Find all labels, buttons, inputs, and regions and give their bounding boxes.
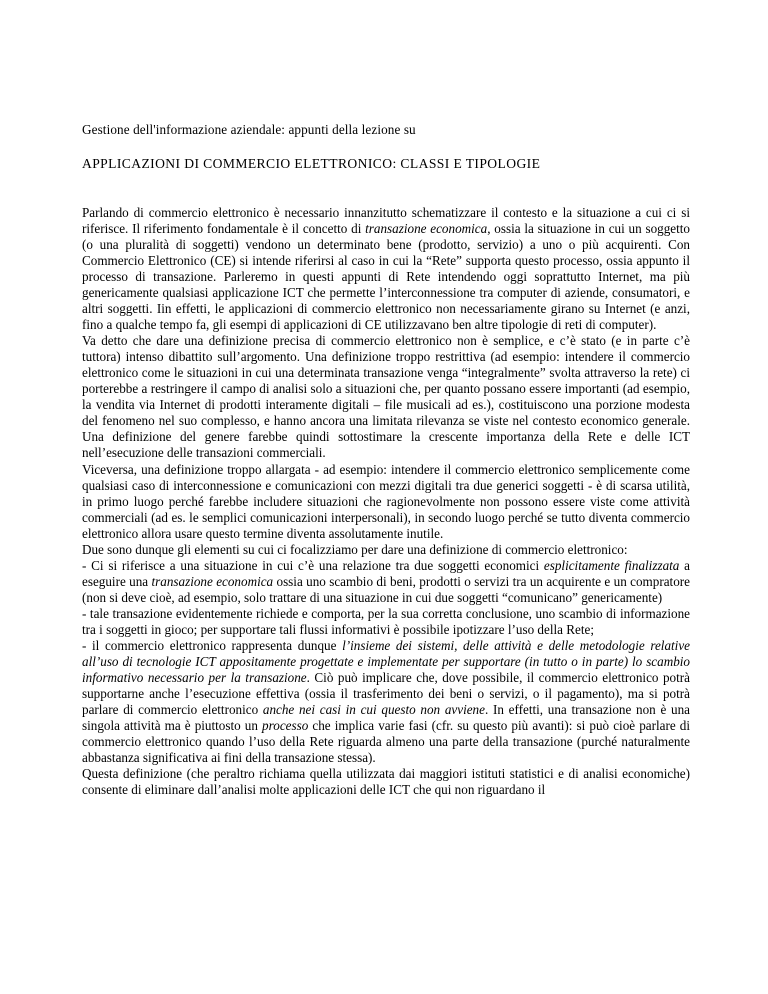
paragraph-5-text-c: a eseguire una — [82, 557, 690, 589]
paragraph-7-text-g: che implica varie fasi (cfr. su questo più avanti): si può cioè parlare di commercio elettronico quando l’uso della Rete riguarda almeno una parte della transazione (purché naturalmente abbastanza significativa ai fini della transazione stessa). — [82, 718, 690, 766]
paragraph-5-emphasis-b: esplicitamente finalizzata — [543, 557, 680, 573]
paragraph-1-text-a: Parlando di commercio elettronico è necessario innanzitutto schematizzare il contesto e la situazione a cui ci si riferisce. Il riferimento fondamentale è il concetto di — [82, 205, 690, 237]
paragraph-7 — [82, 638, 690, 766]
document-subtitle: Gestione dell'informazione aziendale: appunti della lezione su — [82, 122, 416, 137]
paragraph-8: Questa definizione (che peraltro richiama quella utilizzata dai maggiori istituti statistici e di analisi economiche) consente di eliminare dall’analisi molte applicazioni delle ICT che qui non riguardano il — [82, 766, 690, 798]
document-title: APPLICAZIONI DI COMMERCIO ELETTRONICO: CLASSI E TIPOLOGIE — [82, 156, 541, 171]
document-body — [82, 205, 690, 798]
paragraph-3: Viceversa, una definizione troppo allargata - ad esempio: intendere il commercio elettronico semplicemente come qualsiasi caso di interconnessione e comunicazioni con mezzi digitali tra due generici soggetti - è di scarsa utilità, in primo luogo perché farebbe includere situazioni che ragionevolmente non possono essere viste come attività commerciali (ad es. le semplici comunicazioni interpersonali), in secondo luogo perché se tutto diventa commercio elettronico allora usare questo termine diventa assolutamente inutile. — [82, 461, 690, 541]
paragraph-7-emphasis-b: l’insieme dei sistemi, delle attività e delle metodologie relative all’uso di tecnologie ICT appositamente progettate e implementate per supportare (in tutto o in parte) lo scambio informativo necessario per la transazione — [82, 637, 690, 685]
paragraph-7-text-a: - il commercio elettronico rappresenta dunque — [82, 637, 343, 653]
paragraph-5-text-a: - Ci si riferisce a una situazione in cui c’è una relazione tra due soggetti economici — [82, 557, 544, 573]
paragraph-1-text-c: , ossia la situazione in cui un soggetto (o una pluralità di soggetti) vendono un determinato bene (prodotto, servizio) a uno o più acquirenti. Con Commercio Elettronico (CE) si intende riferirsi al caso in cui la “Rete” supporta questo processo, ossia appunto il processo di transazione. Parleremo in questi appunti di Rete intendendo oggi soprattutto Internet, ma più genericamente qualsiasi applicazione ICT che permette l’interconnessione tra computer di aziende, consumatori, e altri soggetti. Iin effetti, le applicazioni di commercio elettronico non necessariamente girano su Internet (e anzi, fino a qualche tempo fa, gli esempi di applicazioni di CE utilizzavano ben altre tipologie di reti di computer). — [82, 221, 690, 333]
paragraph-7-emphasis-d: anche nei casi in cui questo non avviene — [262, 701, 485, 717]
paragraph-2: Va detto che dare una definizione precisa di commercio elettronico non è semplice, e c’è stato (e in parte c’è tuttora) intenso dibattito sull’argomento. Una definizione troppo restrittiva (ad esempio: intendere il commercio elettronico come le situazioni in cui una determinata transazione venga “integralmente” svolta attraverso la rete) ci porterebbe a restringere il campo di analisi solo a situazioni che, per quanto possano essere importanti (ad esempio, la vendita via Internet di prodotti interamente digitali – file musicali ad es.), costituiscono una porzione modesta del fenomeno nel suo complesso, e hanno ancora una limitata rilevanza se viste nel contesto economico generale. Una definizione del genere farebbe quindi sottostimare la crescente importanza della Rete e delle ICT nell’esecuzione delle transazioni commerciali. — [82, 333, 690, 461]
paragraph-1 — [82, 205, 690, 333]
paragraph-7-emphasis-f: processo — [262, 718, 309, 733]
paragraph-6: - tale transazione evidentemente richiede e comporta, per la sua corretta conclusione, uno scambio di informazione tra i soggetti in gioco; per supportare tali flussi informativi è possibile ipotizzare l’uso della Rete; — [82, 605, 690, 637]
paragraph-4: Due sono dunque gli elementi su cui ci focalizziamo per dare una definizione di commercio elettronico: — [82, 541, 628, 557]
paragraph-5-text-e: ossia uno scambio di beni, prodotti o servizi tra un acquirente e un compratore (non si deve cioè, ad esempio, solo trattare di una situazione in cui due soggetti “comunicano” genericamente) — [82, 573, 690, 605]
paragraph-5-emphasis-d: transazione economica — [151, 573, 274, 589]
paragraph-7-text-c: . Ciò può implicare che, dove possibile, il commercio elettronico potrà supportarne anche l’esecuzione effettiva (ossia il trasferimento dei beni o servizi, o il pagamento), ma si potrà parlare di commercio elettronico — [82, 669, 690, 717]
paragraph-5 — [82, 558, 690, 606]
paragraph-1-emphasis: transazione economica — [365, 221, 488, 237]
paragraph-7-text-e: . In effetti, una transazione non è una singola attività ma è piuttosto un — [82, 701, 690, 733]
